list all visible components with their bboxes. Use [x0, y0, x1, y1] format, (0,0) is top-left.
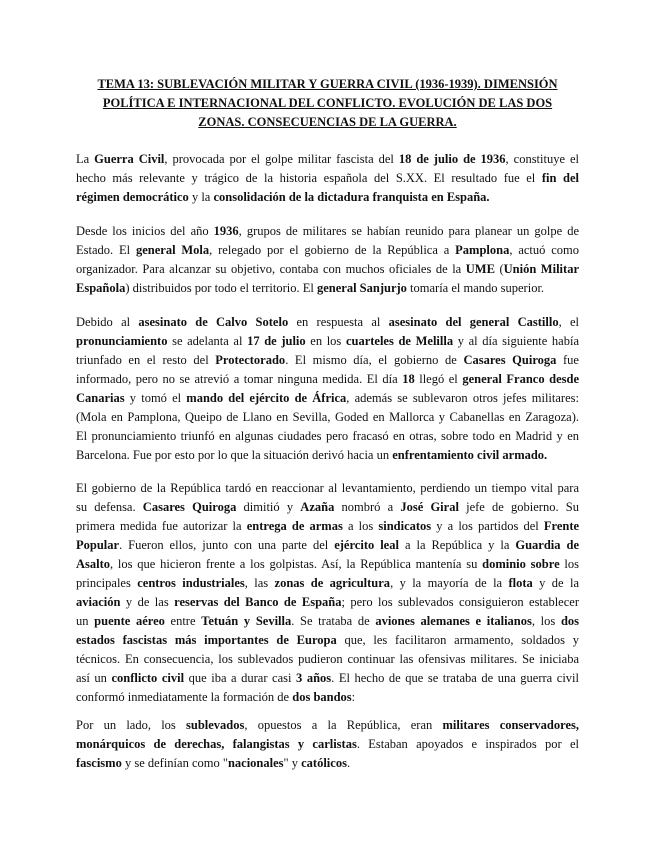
bold-text: sindicatos — [378, 519, 432, 533]
bold-text: Guerra Civil — [94, 152, 165, 166]
bold-text: aviones alemanes e italianos — [375, 614, 532, 628]
bold-text: flota — [508, 576, 533, 590]
text-run: . — [346, 756, 351, 770]
text-run: La — [76, 152, 95, 166]
bold-text: monárquicos de derechas, falangistas y carlistas — [76, 737, 357, 751]
bold-text: 3 años — [296, 671, 332, 685]
text-line — [76, 754, 579, 773]
bold-text: Popular — [76, 538, 120, 552]
bold-text: Canarias — [76, 391, 125, 405]
bold-text: Guardia de — [515, 538, 579, 552]
bold-text: Unión Militar — [503, 262, 579, 276]
text-line — [76, 427, 579, 446]
text-line — [76, 669, 579, 688]
text-run: un — [76, 614, 95, 628]
text-run: : — [351, 690, 356, 704]
bold-text: Casares Quiroga — [463, 353, 557, 367]
text-line — [76, 313, 579, 332]
text-run: así un — [76, 671, 112, 685]
text-run: informado, pero no se atrevió a tomar ninguna medida. El día — [76, 372, 403, 386]
text-run: en respuesta al — [288, 315, 389, 329]
paragraph-pronunciamiento — [76, 313, 579, 465]
text-line — [76, 716, 579, 735]
bold-text: Asalto — [76, 557, 111, 571]
text-line — [76, 260, 579, 279]
text-run: Estado. El — [76, 243, 136, 257]
bold-text: mando del ejército de África — [186, 391, 347, 405]
paragraph-guerra-civil — [76, 150, 579, 207]
text-run: . El hecho de que se trataba de una guerra civil — [331, 671, 579, 685]
text-run: " y — [283, 756, 302, 770]
paragraph-bandos — [76, 716, 579, 773]
text-line — [76, 555, 579, 574]
text-run: Debido al — [76, 315, 139, 329]
bold-text: 1936 — [213, 224, 239, 238]
text-line — [76, 169, 579, 188]
bold-text: zonas de agricultura — [274, 576, 391, 590]
text-run: Barcelona. Fue por esto por lo que la situación derivó hacia un — [76, 448, 393, 462]
text-run: hecho más relevante y trágico de la historia española del S.XX. El resultado fue el — [76, 171, 542, 185]
bold-text: Casares Quiroga — [142, 500, 237, 514]
text-run: que iba a durar casi — [184, 671, 297, 685]
text-line — [76, 688, 579, 707]
bold-text: Pamplona — [455, 243, 510, 257]
bold-text: asesinato del general Castillo — [388, 315, 559, 329]
text-run: (Mola en Pamplona, Queipo de Llano en Sevilla, Goded en Mallorca y Cabanellas en Zaragoza). — [76, 410, 579, 424]
bold-text: régimen democrático — [76, 190, 189, 204]
text-line — [76, 389, 579, 408]
title-line: ZONAS. CONSECUENCIAS DE LA GUERRA. — [198, 115, 457, 129]
text-run: organizador. Para alcanzar su objetivo, contaba con muchos oficiales de la — [76, 262, 466, 276]
text-run: Por un lado, los — [76, 718, 187, 732]
bold-text: reservas del Banco de España — [174, 595, 342, 609]
text-run: llegó el — [414, 372, 463, 386]
text-line — [76, 222, 579, 241]
bold-text: centros industriales — [137, 576, 245, 590]
text-run: principales — [76, 576, 138, 590]
text-run: . Estaban apoyados e inspirados por el — [356, 737, 579, 751]
text-run: , además se sublevaron otros jefes militares: — [346, 391, 579, 405]
text-line — [76, 536, 579, 555]
text-line — [76, 408, 579, 427]
text-run: , relegado por el gobierno de la República a — [209, 243, 456, 257]
text-run: tomaría el mando superior. — [406, 281, 545, 295]
text-run: , grupos de militares se habían reunido para planear un golpe de — [238, 224, 579, 238]
text-run: en los — [305, 334, 346, 348]
text-run: El gobierno de la República tardó en reaccionar al levantamiento, perdiendo un tiempo vital para — [76, 481, 579, 495]
text-run: y tomó el — [124, 391, 187, 405]
text-line — [76, 241, 579, 260]
text-run: , actuó como — [509, 243, 580, 257]
text-line — [76, 188, 579, 207]
text-line — [76, 517, 579, 536]
bold-text: dominio sobre — [482, 557, 560, 571]
bold-text: UME — [465, 262, 495, 276]
bold-text: aviación — [76, 595, 121, 609]
text-line — [76, 370, 579, 389]
text-run: , los — [531, 614, 561, 628]
bold-text: consolidación de la dictadura franquista en España. — [213, 190, 490, 204]
text-line — [76, 332, 579, 351]
bold-text: enfrentamiento civil armado. — [392, 448, 548, 462]
text-run: jefe de gobierno. Su — [458, 500, 579, 514]
text-run: , constituye el — [505, 152, 580, 166]
text-run: conformó inmediatamente la formación de — [76, 690, 293, 704]
text-line — [76, 498, 579, 517]
text-run: , las — [244, 576, 275, 590]
text-line — [76, 574, 579, 593]
bold-text: Azaña — [300, 500, 335, 514]
bold-text: general Franco desde — [462, 372, 579, 386]
text-run: a la República y la — [398, 538, 516, 552]
text-run: y de las — [120, 595, 175, 609]
text-run: dimitió y — [236, 500, 301, 514]
text-run: y se definían como " — [121, 756, 228, 770]
text-run: primera medida fue autorizar la — [76, 519, 247, 533]
text-run: , y la mayoría de la — [390, 576, 509, 590]
bold-text: general Sanjurjo — [316, 281, 407, 295]
text-run: ( — [494, 262, 504, 276]
paragraph-reaccion-republica — [76, 479, 579, 707]
text-line — [76, 612, 579, 631]
bold-text: asesinato de Calvo Sotelo — [138, 315, 289, 329]
text-line — [76, 631, 579, 650]
text-run: entre — [164, 614, 202, 628]
text-run: triunfado en el resto del — [76, 353, 216, 367]
bold-text: puente aéreo — [94, 614, 165, 628]
bold-text: Española — [76, 281, 126, 295]
text-run: El pronunciamiento triunfó en algunas ciudades pero fracasó en otras, sobre todo en Madrid y en — [76, 429, 579, 443]
bold-text: general Mola — [135, 243, 210, 257]
text-run: Desde los inicios del año — [76, 224, 214, 238]
text-run: los — [559, 557, 579, 571]
text-run: que, les facilitaron armamento, soldados y — [336, 633, 579, 647]
bold-text: militares conservadores, — [442, 718, 579, 732]
text-line — [76, 150, 579, 169]
text-run: , los que hicieron frente a los golpistas. Así, la República mantenía su — [110, 557, 483, 571]
bold-text: dos — [560, 614, 580, 628]
text-run: a los — [342, 519, 379, 533]
bold-text: estados fascistas más importantes de Europa — [76, 633, 337, 647]
text-line — [76, 479, 579, 498]
text-run: fue — [556, 353, 579, 367]
text-run: y de la — [532, 576, 579, 590]
bold-text: ejército leal — [334, 538, 399, 552]
text-run: , opuestos a la República, eran — [244, 718, 443, 732]
bold-text: 18 — [402, 372, 415, 386]
bold-text: Tetuán y Sevilla — [201, 614, 292, 628]
title-line: TEMA 13: SUBLEVACIÓN MILITAR Y GUERRA CIVIL (1936-1939). DIMENSIÓN — [97, 77, 558, 91]
bold-text: Frente — [543, 519, 580, 533]
bold-text: 18 de julio de 1936 — [398, 152, 506, 166]
text-line — [76, 593, 579, 612]
bold-text: conflicto civil — [111, 671, 185, 685]
text-run: su defensa. — [76, 500, 143, 514]
text-line — [76, 351, 579, 370]
text-run: se adelanta al — [167, 334, 248, 348]
text-run: nombró a — [334, 500, 401, 514]
bold-text: 17 de julio — [247, 334, 306, 348]
text-run: , el — [558, 315, 579, 329]
text-run: y la — [188, 190, 214, 204]
text-run: ) distribuidos por todo el territorio. El — [125, 281, 317, 295]
text-run: y al día siguiente había — [453, 334, 579, 348]
title-line: POLÍTICA E INTERNACIONAL DEL CONFLICTO. EVOLUCIÓN DE LAS DOS — [102, 96, 553, 110]
bold-text: cuarteles de Melilla — [345, 334, 454, 348]
bold-text: entrega de armas — [246, 519, 343, 533]
bold-text: fin del — [541, 171, 580, 185]
paragraph-preparacion-golpe — [76, 222, 579, 298]
text-line — [76, 279, 579, 298]
bold-text: sublevados — [186, 718, 245, 732]
text-run: técnicos. En consecuencia, los sublevados pudieron continuar las ofensivas militares. Se iniciaba — [76, 652, 579, 666]
text-run: . Se trataba de — [291, 614, 376, 628]
text-line — [76, 446, 579, 465]
bold-text: José Giral — [400, 500, 459, 514]
bold-text: dos bandos — [292, 690, 352, 704]
bold-text: Protectorado — [215, 353, 286, 367]
bold-text: fascismo — [76, 756, 122, 770]
text-line — [76, 735, 579, 754]
text-run: ; pero los sublevados consiguieron establecer — [341, 595, 579, 609]
bold-text: pronunciamiento — [76, 334, 168, 348]
text-line — [76, 650, 579, 669]
bold-text: católicos — [301, 756, 347, 770]
text-run: y a los partidos del — [431, 519, 544, 533]
text-run: . Fueron ellos, junto con una parte del — [119, 538, 335, 552]
document-title — [76, 75, 579, 132]
bold-text: nacionales — [227, 756, 284, 770]
text-run: . El mismo día, el gobierno de — [285, 353, 464, 367]
text-run: , provocada por el golpe militar fascista del — [164, 152, 399, 166]
